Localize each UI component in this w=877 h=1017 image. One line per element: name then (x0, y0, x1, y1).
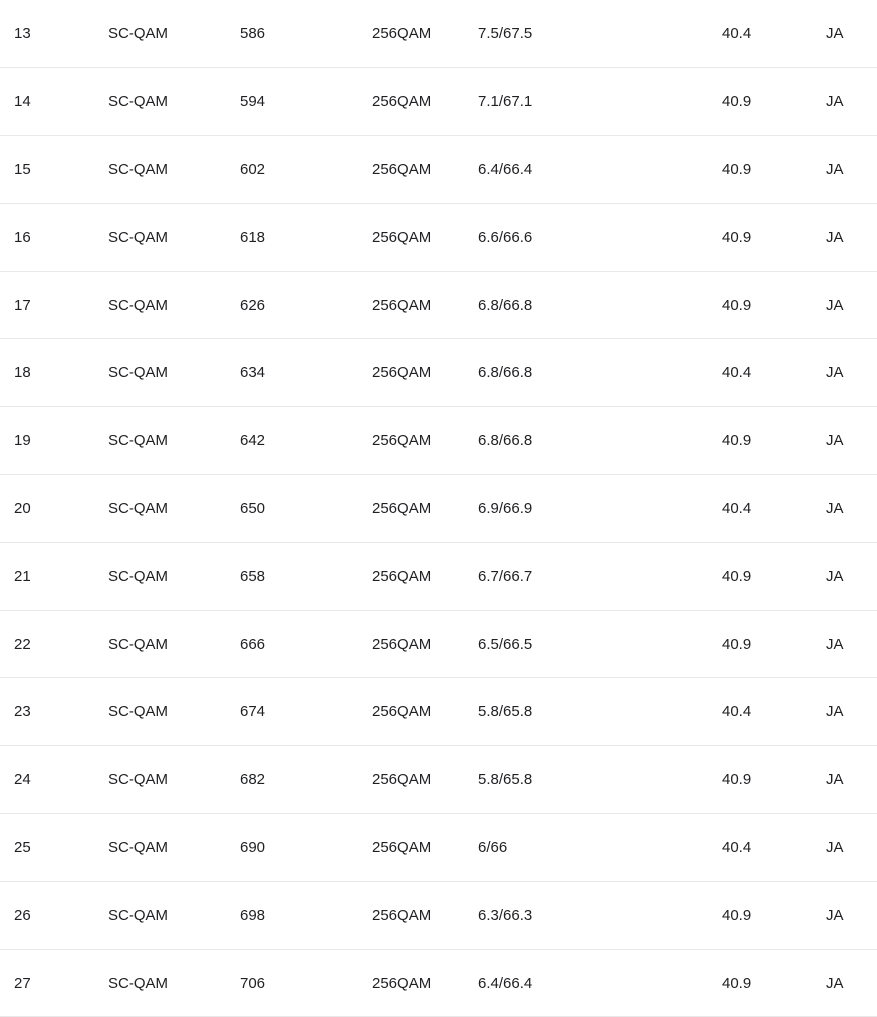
lock-status-value: JA (826, 160, 844, 178)
modulation-value: 256QAM (372, 296, 432, 314)
lock-status-value: JA (826, 771, 844, 789)
power-value: 6.7/66.7 (478, 567, 533, 585)
snr-value: 40.9 (722, 567, 752, 585)
table-cell-channel-id (236, 0, 368, 68)
table-cell-lock-status (826, 949, 877, 1017)
modulation-value: 256QAM (372, 771, 432, 789)
channel-index-value: 16 (14, 228, 31, 246)
table-cell-lock-status (826, 814, 877, 882)
table-cell-channel-type (102, 339, 236, 407)
table-row (0, 339, 877, 407)
snr-value: 40.9 (722, 635, 752, 653)
table-cell-power (474, 610, 718, 678)
lock-status-value: JA (826, 838, 844, 856)
table-cell-channel-id (236, 475, 368, 543)
table-cell-snr (718, 610, 826, 678)
table-cell-power (474, 542, 718, 610)
modulation-value: 256QAM (372, 364, 432, 382)
snr-value: 40.9 (722, 296, 752, 314)
power-value: 7.1/67.1 (478, 93, 533, 111)
channel-type-value: SC-QAM (108, 635, 168, 653)
channel-type-value: SC-QAM (108, 296, 168, 314)
channel-type-value: SC-QAM (108, 25, 168, 43)
power-value: 6.8/66.8 (478, 296, 533, 314)
table-cell-channel-id (236, 339, 368, 407)
channel-type-value: SC-QAM (108, 432, 168, 450)
channel-type-value: SC-QAM (108, 974, 168, 992)
snr-value: 40.9 (722, 93, 752, 111)
lock-status-value: JA (826, 906, 844, 924)
table-cell-modulation (368, 407, 474, 475)
channel-index-value: 19 (14, 432, 31, 450)
table-cell-snr (718, 203, 826, 271)
table-cell-channel-type (102, 610, 236, 678)
table-cell-lock-status (826, 610, 877, 678)
snr-value: 40.4 (722, 364, 752, 382)
table-row (0, 203, 877, 271)
channel-type-value: SC-QAM (108, 228, 168, 246)
table-cell-modulation (368, 203, 474, 271)
table-cell-power (474, 68, 718, 136)
table-cell-snr (718, 949, 826, 1017)
table-cell-lock-status (826, 271, 877, 339)
power-value: 5.8/65.8 (478, 771, 533, 789)
power-value: 6.8/66.8 (478, 432, 533, 450)
table-cell-power (474, 339, 718, 407)
table-cell-channel-id (236, 949, 368, 1017)
power-value: 6.8/66.8 (478, 364, 533, 382)
channel-type-value: SC-QAM (108, 906, 168, 924)
table-cell-channel-id (236, 814, 368, 882)
table-cell-channel-id (236, 136, 368, 204)
modulation-value: 256QAM (372, 228, 432, 246)
table-cell-snr (718, 746, 826, 814)
table-cell-modulation (368, 136, 474, 204)
table-cell-snr (718, 407, 826, 475)
power-value: 6.5/66.5 (478, 635, 533, 653)
table-cell-id (0, 949, 102, 1017)
lock-status-value: JA (826, 567, 844, 585)
table-cell-lock-status (826, 0, 877, 68)
table-cell-lock-status (826, 475, 877, 543)
channel-id-value: 650 (240, 499, 266, 517)
channel-type-value: SC-QAM (108, 364, 168, 382)
table-cell-lock-status (826, 746, 877, 814)
channel-id-value: 642 (240, 432, 266, 450)
table-cell-power (474, 949, 718, 1017)
channel-index-value: 13 (14, 25, 31, 43)
table-cell-snr (718, 814, 826, 882)
power-value: 6/66 (478, 838, 508, 856)
table-cell-power (474, 203, 718, 271)
snr-value: 40.9 (722, 160, 752, 178)
snr-value: 40.4 (722, 25, 752, 43)
snr-value: 40.9 (722, 974, 752, 992)
table-cell-channel-id (236, 881, 368, 949)
table-cell-id (0, 678, 102, 746)
power-value: 7.5/67.5 (478, 25, 533, 43)
channel-id-value: 706 (240, 974, 266, 992)
channel-type-value: SC-QAM (108, 838, 168, 856)
table-cell-snr (718, 339, 826, 407)
table-cell-lock-status (826, 881, 877, 949)
table-cell-snr (718, 542, 826, 610)
table-cell-power (474, 678, 718, 746)
table-cell-modulation (368, 68, 474, 136)
table-cell-channel-type (102, 0, 236, 68)
table-cell-lock-status (826, 136, 877, 204)
table-cell-modulation (368, 949, 474, 1017)
table-cell-channel-id (236, 746, 368, 814)
table-cell-power (474, 814, 718, 882)
table-cell-id (0, 407, 102, 475)
table-cell-channel-type (102, 68, 236, 136)
power-value: 6.4/66.4 (478, 160, 533, 178)
table-row (0, 814, 877, 882)
table-cell-channel-id (236, 542, 368, 610)
table-row (0, 475, 877, 543)
table-cell-snr (718, 881, 826, 949)
channel-id-value: 586 (240, 25, 266, 43)
snr-value: 40.9 (722, 771, 752, 789)
modulation-value: 256QAM (372, 567, 432, 585)
snr-value: 40.4 (722, 838, 752, 856)
table-cell-id (0, 339, 102, 407)
table-cell-snr (718, 678, 826, 746)
power-value: 6.4/66.4 (478, 974, 533, 992)
modulation-value: 256QAM (372, 635, 432, 653)
table-cell-lock-status (826, 407, 877, 475)
table-cell-id (0, 542, 102, 610)
table-row (0, 746, 877, 814)
table-cell-channel-type (102, 203, 236, 271)
table-cell-modulation (368, 746, 474, 814)
table-cell-channel-id (236, 610, 368, 678)
channel-id-value: 618 (240, 228, 266, 246)
power-value: 6.3/66.3 (478, 906, 533, 924)
table-row (0, 678, 877, 746)
lock-status-value: JA (826, 364, 844, 382)
snr-value: 40.9 (722, 906, 752, 924)
table-cell-id (0, 271, 102, 339)
channel-index-value: 26 (14, 906, 31, 924)
table-cell-modulation (368, 271, 474, 339)
channel-index-value: 14 (14, 93, 31, 111)
table-cell-channel-type (102, 542, 236, 610)
table-cell-power (474, 475, 718, 543)
lock-status-value: JA (826, 432, 844, 450)
modulation-value: 256QAM (372, 906, 432, 924)
table-cell-channel-type (102, 746, 236, 814)
table-cell-power (474, 407, 718, 475)
lock-status-value: JA (826, 974, 844, 992)
table-row (0, 0, 877, 68)
table-cell-lock-status (826, 678, 877, 746)
table-cell-channel-type (102, 814, 236, 882)
channel-id-value: 602 (240, 160, 266, 178)
channel-type-value: SC-QAM (108, 160, 168, 178)
channel-index-value: 20 (14, 499, 31, 517)
table-row (0, 68, 877, 136)
table-cell-channel-type (102, 136, 236, 204)
table-cell-channel-id (236, 678, 368, 746)
table-cell-power (474, 0, 718, 68)
table-cell-id (0, 746, 102, 814)
modulation-value: 256QAM (372, 838, 432, 856)
channel-index-value: 27 (14, 974, 31, 992)
table-cell-modulation (368, 339, 474, 407)
table-cell-id (0, 475, 102, 543)
table-cell-modulation (368, 678, 474, 746)
table-cell-channel-type (102, 475, 236, 543)
table-cell-id (0, 136, 102, 204)
lock-status-value: JA (826, 228, 844, 246)
table-cell-modulation (368, 814, 474, 882)
channel-type-value: SC-QAM (108, 771, 168, 789)
snr-value: 40.9 (722, 228, 752, 246)
table-cell-snr (718, 136, 826, 204)
channel-type-value: SC-QAM (108, 499, 168, 517)
channel-index-value: 15 (14, 160, 31, 178)
table-cell-snr (718, 0, 826, 68)
table-row (0, 949, 877, 1017)
table-cell-snr (718, 475, 826, 543)
table-cell-lock-status (826, 203, 877, 271)
lock-status-value: JA (826, 25, 844, 43)
table-cell-id (0, 68, 102, 136)
channel-index-value: 23 (14, 703, 31, 721)
table-cell-power (474, 136, 718, 204)
snr-value: 40.9 (722, 432, 752, 450)
table-cell-power (474, 746, 718, 814)
channel-id-value: 594 (240, 93, 266, 111)
table-cell-id (0, 203, 102, 271)
channel-index-value: 17 (14, 296, 31, 314)
modulation-value: 256QAM (372, 974, 432, 992)
table-cell-id (0, 0, 102, 68)
modulation-value: 256QAM (372, 703, 432, 721)
table-cell-id (0, 610, 102, 678)
channel-id-value: 682 (240, 771, 266, 789)
table-cell-snr (718, 68, 826, 136)
table-cell-channel-type (102, 949, 236, 1017)
table-cell-lock-status (826, 68, 877, 136)
table-cell-power (474, 881, 718, 949)
channel-type-value: SC-QAM (108, 567, 168, 585)
table-cell-modulation (368, 0, 474, 68)
channel-id-value: 674 (240, 703, 266, 721)
channel-id-value: 626 (240, 296, 266, 314)
lock-status-value: JA (826, 499, 844, 517)
table-row (0, 881, 877, 949)
lock-status-value: JA (826, 703, 844, 721)
table-cell-channel-type (102, 881, 236, 949)
table-cell-channel-id (236, 271, 368, 339)
channel-id-value: 658 (240, 567, 266, 585)
table-cell-lock-status (826, 542, 877, 610)
table-cell-channel-type (102, 407, 236, 475)
table-cell-id (0, 814, 102, 882)
lock-status-value: JA (826, 296, 844, 314)
channel-id-value: 666 (240, 635, 266, 653)
power-value: 5.8/65.8 (478, 703, 533, 721)
channel-index-value: 18 (14, 364, 31, 382)
channel-type-value: SC-QAM (108, 93, 168, 111)
channel-type-value: SC-QAM (108, 703, 168, 721)
channel-id-value: 698 (240, 906, 266, 924)
modulation-value: 256QAM (372, 432, 432, 450)
table-cell-modulation (368, 610, 474, 678)
table-row (0, 271, 877, 339)
table-cell-modulation (368, 475, 474, 543)
modulation-value: 256QAM (372, 25, 432, 43)
table-cell-modulation (368, 881, 474, 949)
table-cell-modulation (368, 542, 474, 610)
table-row (0, 610, 877, 678)
table-cell-channel-id (236, 68, 368, 136)
channel-index-value: 21 (14, 567, 31, 585)
table-cell-id (0, 881, 102, 949)
table-cell-snr (718, 271, 826, 339)
channel-id-value: 690 (240, 838, 266, 856)
modulation-value: 256QAM (372, 160, 432, 178)
table-row (0, 542, 877, 610)
channel-index-value: 22 (14, 635, 31, 653)
channel-index-value: 25 (14, 838, 31, 856)
table-row (0, 407, 877, 475)
lock-status-value: JA (826, 635, 844, 653)
table-cell-channel-type (102, 678, 236, 746)
table-cell-power (474, 271, 718, 339)
table-cell-lock-status (826, 339, 877, 407)
power-value: 6.9/66.9 (478, 499, 533, 517)
table-row (0, 136, 877, 204)
lock-status-value: JA (826, 93, 844, 111)
power-value: 6.6/66.6 (478, 228, 533, 246)
table-cell-channel-id (236, 407, 368, 475)
modulation-value: 256QAM (372, 499, 432, 517)
channel-index-value: 24 (14, 771, 31, 789)
table-cell-channel-type (102, 271, 236, 339)
channel-id-value: 634 (240, 364, 266, 382)
table-cell-channel-id (236, 203, 368, 271)
modulation-value: 256QAM (372, 93, 432, 111)
snr-value: 40.4 (722, 703, 752, 721)
snr-value: 40.4 (722, 499, 752, 517)
